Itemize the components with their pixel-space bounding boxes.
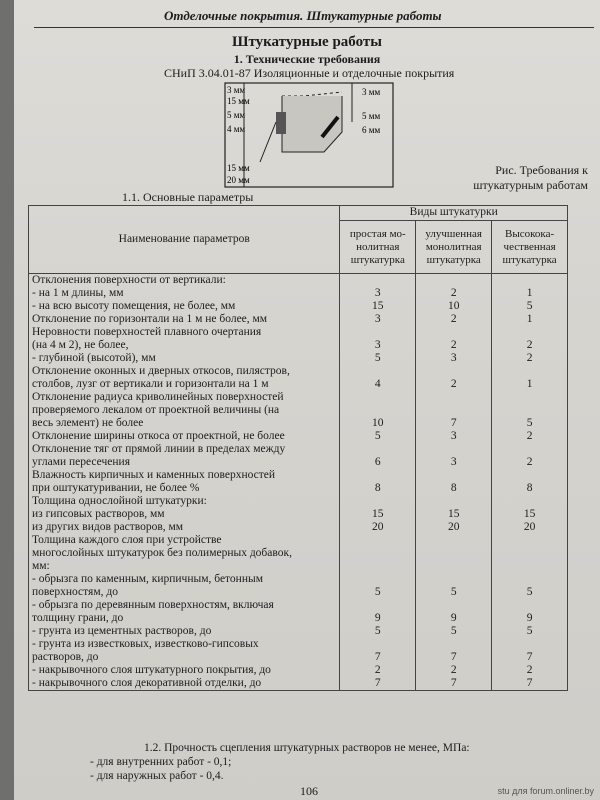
- table-row: [29, 625, 568, 638]
- table-row: [29, 430, 568, 443]
- right-label-2: 5 мм: [362, 111, 381, 121]
- value-cell: 2: [492, 664, 568, 677]
- table-row: [29, 664, 568, 677]
- value-cell: 9: [340, 599, 416, 625]
- page-number: 106: [300, 784, 318, 798]
- value-cell: 5: [416, 534, 492, 599]
- parameter-line: из гипсовых растворов, мм: [32, 508, 165, 520]
- right-label-3: 6 мм: [362, 125, 381, 135]
- value-cell: 3: [340, 274, 416, 301]
- parameter-line: столбов, лузг от вертикали и горизонтали на 1 м: [32, 378, 269, 390]
- value-cell: 4: [340, 365, 416, 391]
- value-cell: 2: [416, 664, 492, 677]
- value-cell: 5: [340, 352, 416, 365]
- parameter-line: Отклонение радиуса криволинейных поверхностей: [32, 391, 284, 403]
- parameter-line: - на 1 м длины, мм: [32, 287, 124, 299]
- value-cell: 20: [416, 521, 492, 534]
- parameter-name: [29, 313, 340, 326]
- section-heading: 1.1. Основные параметры: [122, 190, 254, 204]
- value-cell: 3: [416, 443, 492, 469]
- table-row: [29, 300, 568, 313]
- parameter-line: растворов, до: [32, 651, 99, 663]
- parameter-name: [29, 443, 340, 469]
- parameter-line: из других видов растворов, мм: [32, 521, 184, 533]
- strength-note: 1.2. Прочность сцепления штукатурных растворов не менее, МПа:: [144, 742, 470, 754]
- parameter-line: Отклонения поверхности от вертикали:: [32, 274, 226, 286]
- book-page: [14, 0, 600, 800]
- parameter-name: [29, 495, 340, 521]
- value-cell: 20: [492, 521, 568, 534]
- parameter-line: - глубиной (высотой), мм: [32, 352, 156, 364]
- note-item-external: - для наружных работ - 0,4.: [90, 770, 224, 782]
- value-cell: 3: [340, 313, 416, 326]
- right-label-1: 3 мм: [362, 87, 381, 97]
- parameter-name: [29, 664, 340, 677]
- value-cell: 1: [492, 274, 568, 301]
- value-cell: 10: [340, 391, 416, 430]
- table-row: [29, 274, 568, 301]
- value-cell: 2: [492, 430, 568, 443]
- parameter-name: [29, 534, 340, 599]
- value-cell: 6: [340, 443, 416, 469]
- value-cell: 15: [340, 495, 416, 521]
- value-cell: 1: [492, 313, 568, 326]
- parameter-line: Отклонение по горизонтали на 1 м не более, мм: [32, 313, 268, 325]
- value-cell: 2: [416, 365, 492, 391]
- value-cell: 1: [492, 365, 568, 391]
- value-cell: 5: [492, 534, 568, 599]
- value-cell: 7: [340, 677, 416, 691]
- table-body: [29, 274, 568, 691]
- parameter-line: - накрывочного слоя штукатурного покрытия, до: [32, 664, 271, 676]
- window-block: [276, 112, 286, 134]
- parameter-line: проверяемого лекалом от проектной величины (на: [32, 404, 280, 416]
- value-cell: 9: [492, 599, 568, 625]
- table-row: [29, 326, 568, 352]
- parameter-line: толщину грани, до: [32, 612, 124, 624]
- value-cell: 2: [416, 326, 492, 352]
- parameter-line: Отклонение ширины откоса от проектной, не более: [32, 430, 285, 442]
- left-label-3: 5 мм: [227, 110, 246, 120]
- parameter-line: многослойных штукатурок без полимерных добавок,: [32, 547, 292, 559]
- parameter-name: [29, 469, 340, 495]
- note-item-internal: - для внутренних работ - 0,1;: [90, 756, 232, 768]
- value-cell: 5: [416, 625, 492, 638]
- value-cell: 8: [416, 469, 492, 495]
- value-cell: 7: [416, 391, 492, 430]
- header-group: Виды штукатурки: [340, 206, 568, 221]
- table-row: [29, 313, 568, 326]
- header-improved: улучшенная монолитная штукатурка: [416, 221, 492, 274]
- table-row: [29, 469, 568, 495]
- running-head: Отделочные покрытия. Штукатурные работы: [164, 8, 442, 23]
- parameter-line: - грунта из известковых, известково-гипсовых: [32, 638, 259, 650]
- value-cell: 9: [416, 599, 492, 625]
- header-simple: простая мо-нолитная штукатурка: [340, 221, 416, 274]
- parameter-line: мм:: [32, 560, 50, 572]
- value-cell: 7: [492, 677, 568, 691]
- left-label-5: 15 мм: [227, 163, 250, 173]
- parameter-name: [29, 326, 340, 352]
- table-row: [29, 365, 568, 391]
- dashed-guide: [282, 92, 342, 96]
- parameter-line: углами пересечения: [32, 456, 130, 468]
- value-cell: 5: [492, 625, 568, 638]
- parameter-line: - на всю высоту помещения, не более, мм: [32, 300, 236, 312]
- value-cell: 15: [492, 495, 568, 521]
- value-cell: 7: [416, 638, 492, 664]
- parameter-line: - обрызга по каменным, кирпичным, бетонным: [32, 573, 263, 585]
- plaster-requirements-figure: [224, 82, 394, 188]
- table-row: [29, 677, 568, 691]
- parameter-name: [29, 638, 340, 664]
- parameter-line: Отклонение тяг от прямой линии в пределах между: [32, 443, 286, 455]
- header-high-quality: Высокока-чественная штукатурка: [492, 221, 568, 274]
- parameter-line: поверхностям, до: [32, 586, 118, 598]
- table-row: [29, 534, 568, 599]
- value-cell: 8: [492, 469, 568, 495]
- table-row: [29, 495, 568, 521]
- table-row: [29, 443, 568, 469]
- caption-line-2: штукатурным работам: [473, 178, 588, 192]
- value-cell: 20: [340, 521, 416, 534]
- value-cell: 7: [492, 638, 568, 664]
- left-label-2: 15 мм: [227, 96, 250, 106]
- value-cell: 2: [416, 274, 492, 301]
- value-cell: 3: [340, 326, 416, 352]
- parameter-line: - грунта из цементных растворов, до: [32, 625, 212, 637]
- left-label-1: 3 мм: [227, 85, 246, 95]
- value-cell: 15: [340, 300, 416, 313]
- parameter-name: [29, 300, 340, 313]
- watermark: stu для forum.onliner.by: [497, 786, 594, 796]
- parameter-name: [29, 274, 340, 301]
- parameter-name: [29, 599, 340, 625]
- parameter-name: [29, 521, 340, 534]
- parameter-name: [29, 391, 340, 430]
- parameter-line: Толщина каждого слоя при устройстве: [32, 534, 222, 546]
- parameter-line: Отклонение оконных и дверных откосов, пилястров,: [32, 365, 290, 377]
- parameter-line: - накрывочного слоя декоративной отделки, до: [32, 677, 262, 689]
- table-row: [29, 391, 568, 430]
- header-rule: [34, 27, 594, 28]
- value-cell: 2: [492, 326, 568, 352]
- value-cell: 5: [340, 430, 416, 443]
- parameter-line: при оштукатуривании, не более %: [32, 482, 200, 494]
- parameter-line: - обрызга по деревянным поверхностям, включая: [32, 599, 274, 611]
- parameter-line: Влажность кирпичных и каменных поверхностей: [32, 469, 276, 481]
- left-label-6: 20 мм: [227, 175, 250, 185]
- value-cell: 5: [492, 391, 568, 430]
- value-cell: 5: [340, 534, 416, 599]
- value-cell: 5: [340, 625, 416, 638]
- header-name: Наименование параметров: [29, 206, 340, 274]
- parameter-name: [29, 365, 340, 391]
- table-row: [29, 638, 568, 664]
- figure-caption: [473, 163, 588, 193]
- parameter-line: (на 4 м 2), не более,: [32, 339, 129, 351]
- value-cell: 5: [492, 300, 568, 313]
- parameter-name: [29, 352, 340, 365]
- table-row: [29, 599, 568, 625]
- parameter-name: [29, 625, 340, 638]
- caption-line-1: Рис. Требования к: [495, 163, 588, 177]
- parameter-line: Неровности поверхностей плавного очертания: [32, 326, 262, 338]
- page-subtitle: 1. Технические требования: [233, 52, 381, 66]
- parameters-table: [28, 205, 568, 691]
- value-cell: 2: [492, 443, 568, 469]
- value-cell: 2: [492, 352, 568, 365]
- parameter-name: [29, 677, 340, 691]
- table-row: [29, 521, 568, 534]
- value-cell: 8: [340, 469, 416, 495]
- value-cell: 7: [416, 677, 492, 691]
- left-label-4: 4 мм: [227, 124, 246, 134]
- value-cell: 15: [416, 495, 492, 521]
- page-title: Штукатурные работы: [232, 34, 382, 50]
- value-cell: 3: [416, 430, 492, 443]
- value-cell: 3: [416, 352, 492, 365]
- parameter-name: [29, 430, 340, 443]
- value-cell: 7: [340, 638, 416, 664]
- value-cell: 2: [340, 664, 416, 677]
- snip-reference: СНиП 3.04.01-87 Изоляционные и отделочные покрытия: [164, 66, 455, 80]
- value-cell: 10: [416, 300, 492, 313]
- parameter-line: Толщина однослойной штукатурки:: [32, 495, 207, 507]
- table-row: [29, 352, 568, 365]
- value-cell: 2: [416, 313, 492, 326]
- pointer-line: [260, 122, 276, 162]
- parameter-line: весь элемент) не более: [32, 417, 144, 429]
